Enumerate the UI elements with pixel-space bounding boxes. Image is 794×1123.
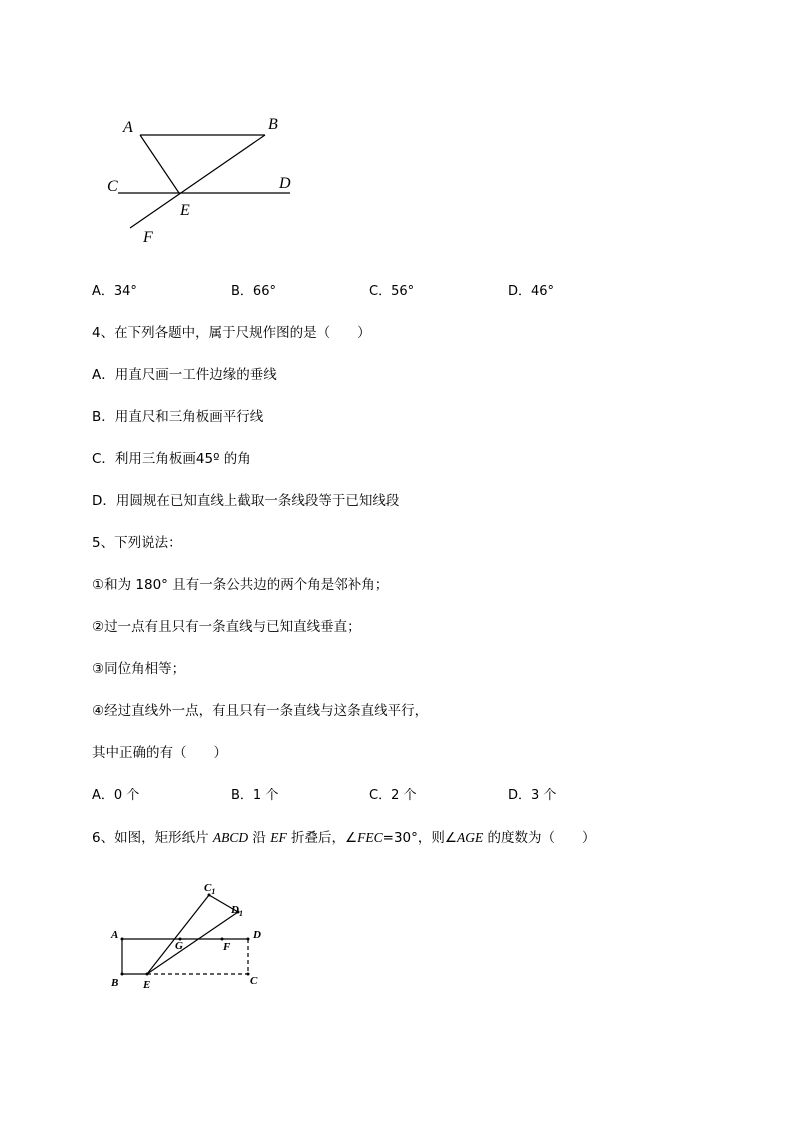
q6-suffix: 的度数为（ ） [483,830,596,846]
q6-abcd: ABCD [212,830,249,845]
label-g: G [175,940,183,952]
q6-ef: EF [270,830,287,845]
label-a: A [111,929,119,941]
q5-question: 其中正确的有（ ） [92,745,227,761]
label-b: B [268,116,278,133]
label-c1-sub: 1 [211,887,216,896]
q5-option-d: D．3 个 [508,788,557,803]
label-c: C [250,975,258,987]
q6-age: AGE [456,830,484,845]
q5-option-c: C．2 个 [369,788,417,803]
q4-option-a: A．用直尺画一工件边缘的垂线 [92,367,277,383]
q6-mid1: 沿 [248,830,271,846]
q5-statement-1: ①和为 180° 且有一条公共边的两个角是邻补角； [92,577,389,593]
figure-parallel-lines [100,110,310,250]
q5-stem: 5、下列说法： [92,535,182,551]
label-d1-main: D [231,904,239,916]
q5-option-a: A．0 个 [92,788,140,803]
q5-statement-2: ②过一点有且只有一条直线与已知直线垂直； [92,619,361,635]
label-d: D [253,929,261,941]
q6-mid2: 折叠后，∠ [286,830,358,846]
line-bf [130,135,265,228]
segment-ec1 [147,895,209,974]
q6-fec: FEC [357,830,383,845]
q3-option-c: C．56° [369,284,415,299]
q3-option-b: B．66° [231,284,276,299]
label-d1 [230,904,243,918]
label-d1-sub: 1 [238,909,243,918]
q5-statement-4: ④经过直线外一点，有且只有一条直线与这条直线平行， [92,703,429,719]
q3-option-a: A．34° [92,284,137,299]
label-f: F [223,941,231,953]
q4-option-d: D．用圆规在已知直线上截取一条线段等于已知线段 [92,493,400,509]
label-e: E [180,202,190,219]
q4-option-c: C．利用三角板画45º 的角 [92,451,251,467]
q5-statement-3: ③同位角相等； [92,661,186,677]
label-c: C [107,178,118,195]
q6-mid3: =30°，则∠ [382,830,457,846]
label-d: D [279,175,291,192]
label-b: B [111,977,119,989]
segment-ae [140,135,179,193]
q5-option-b: B．1 个 [231,788,279,803]
label-a: A [123,119,133,136]
label-c1-main: C [204,882,212,894]
label-e: E [143,979,151,991]
q6-prefix: 6、如图，矩形纸片 [92,830,213,846]
label-f: F [143,229,153,246]
q4-stem: 4、在下列各题中，属于尺规作图的是（ ） [92,325,371,341]
q4-option-b: B．用直尺和三角板画平行线 [92,409,264,425]
label-c1 [204,882,215,896]
q3-option-d: D．46° [508,284,555,299]
figure-folded-rectangle [105,875,280,995]
q6-stem [92,828,596,848]
